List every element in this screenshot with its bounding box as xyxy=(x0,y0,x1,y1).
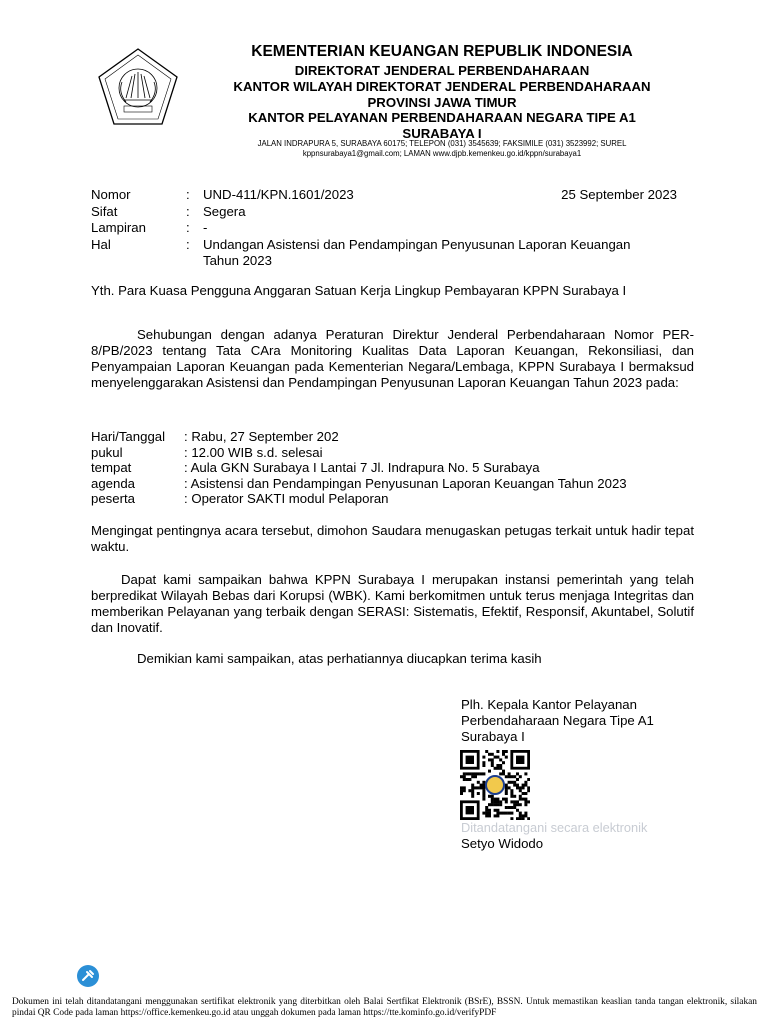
esign-disclaimer: Dokumen ini telah ditandatangani menggunakan sertifikat elektronik yang diterbitkan oleh Balai Sertfikat Elektronik (BSrE), BSSN. Untuk memastikan keaslian tanda tangan elektronik, silakan pindai QR Code pada laman https://office.kemenkeu.go.id atau unggah dokumen pada laman https://tte.kominfo.go.id/verifyPDF xyxy=(12,997,757,1018)
lampiran-value: - xyxy=(203,220,208,235)
sifat-label: Sifat xyxy=(91,204,118,219)
body-paragraph-1: Sehubungan dengan adanya Peraturan Direktur Jenderal Perbendaharaan Nomor PER-8/PB/2023 tentang Tata CAra Monitoring Kualitas Data Laporan Keuangan, Rekonsiliasi, dan Penyampaian Laporan Keuangan pada Kementerian Negara/Lembaga, KPPN Surabaya I bermaksud menyelenggarakan Asistensi dan Pendampingan Penyusunan Laporan Keuangan Tahun 2023 pada: xyxy=(91,327,694,390)
kemenkeu-emblem-icon xyxy=(96,46,180,130)
ministry-name: KEMENTERIAN KEUANGAN REPUBLIK INDONESIA xyxy=(251,43,633,60)
letterhead-address xyxy=(200,139,684,159)
signatory-title-line: Perbendaharaan Negara Tipe A1 xyxy=(461,713,654,728)
colon: : xyxy=(186,187,190,202)
hal-label: Hal xyxy=(91,237,111,252)
agenda-value: : Asistensi dan Pendampingan Penyusunan Laporan Keuangan Tahun 2023 xyxy=(184,476,627,491)
signatory-title xyxy=(461,697,654,745)
nomor-value: UND-411/KPN.1601/2023 xyxy=(203,187,354,202)
signatory-title-line: Surabaya I xyxy=(461,729,525,744)
tempat-label: tempat xyxy=(91,460,132,475)
bsre-badge-icon xyxy=(77,965,99,987)
address-line: kppnsurabaya1@gmail.com; LAMAN www.djpb.kemenkeu.go.id/kppn/surabaya1 xyxy=(302,149,582,158)
letterhead-line: PROVINSI JAWA TIMUR xyxy=(367,94,517,110)
hari-value: : Rabu, 27 September 202 xyxy=(184,429,339,444)
address-line: JALAN INDRAPURA 5, SURABAYA 60175; TELEPON (031) 3545639; FAKSIMILE (031) 3523992; SUREL xyxy=(257,139,627,148)
letter-meta xyxy=(91,187,691,267)
tempat-value: : Aula GKN Surabaya I Lantai 7 Jl. Indrapura No. 5 Surabaya xyxy=(184,460,540,475)
signer-name: Setyo Widodo xyxy=(461,836,544,851)
closing-sentence: Demikian kami sampaikan, atas perhatiannya diucapkan terima kasih xyxy=(137,651,542,666)
colon: : xyxy=(186,220,190,235)
addressee: Yth. Para Kuasa Pengguna Anggaran Satuan Kerja Lingkup Pembayaran KPPN Surabaya I xyxy=(91,283,627,298)
colon: : xyxy=(186,204,190,219)
colon: : xyxy=(186,237,190,252)
lampiran-label: Lampiran xyxy=(91,220,146,235)
letter-date: 25 September 2023 xyxy=(561,187,677,202)
body-paragraph-3: Dapat kami sampaikan bahwa KPPN Surabaya I merupakan instansi pemerintah yang telah berpredikat Wilayah Bebas dari Korupsi (WBK). Kami berkomitmen untuk terus menjaga Integritas dan memberikan Pelayanan yang terbaik dengan SERASI: Sistematis, Efektif, Responsif, Akuntabel, Solutif dan Inovatif. xyxy=(91,572,694,635)
nomor-label: Nomor xyxy=(91,187,131,202)
letterhead-line: KANTOR PELAYANAN PERBENDAHARAAN NEGARA TIPE A1 xyxy=(248,110,636,126)
hari-label: Hari/Tanggal xyxy=(91,429,166,444)
pukul-label: pukul xyxy=(91,445,123,460)
sifat-value: Segera xyxy=(203,204,246,219)
peserta-value: : Operator SAKTI modul Pelaporan xyxy=(184,491,389,506)
hal-value-cont: Tahun 2023 xyxy=(203,253,272,268)
signatory-title-line: Plh. Kepala Kantor Pelayanan xyxy=(461,697,637,712)
event-details xyxy=(91,429,694,509)
pukul-value: : 12.00 WIB s.d. selesai xyxy=(184,445,323,460)
letterhead-line: DIREKTORAT JENDERAL PERBENDAHARAAN xyxy=(294,63,590,78)
esign-note: Ditandatangani secara elektronik xyxy=(461,820,648,835)
peserta-label: peserta xyxy=(91,491,135,506)
agenda-label: agenda xyxy=(91,476,136,491)
qr-code-icon xyxy=(460,750,530,820)
letterhead-units xyxy=(200,63,684,142)
body-paragraph-2: Mengingat pentingnya acara tersebut, dimohon Saudara menugaskan petugas terkait untuk hadir tepat waktu. xyxy=(91,523,694,554)
letterhead-line: SURABAYA I xyxy=(402,126,482,142)
hal-value: Undangan Asistensi dan Pendampingan Penyusunan Laporan Keuangan xyxy=(203,237,631,252)
letterhead-line: KANTOR WILAYAH DIREKTORAT JENDERAL PERBENDAHARAAN xyxy=(233,78,651,94)
